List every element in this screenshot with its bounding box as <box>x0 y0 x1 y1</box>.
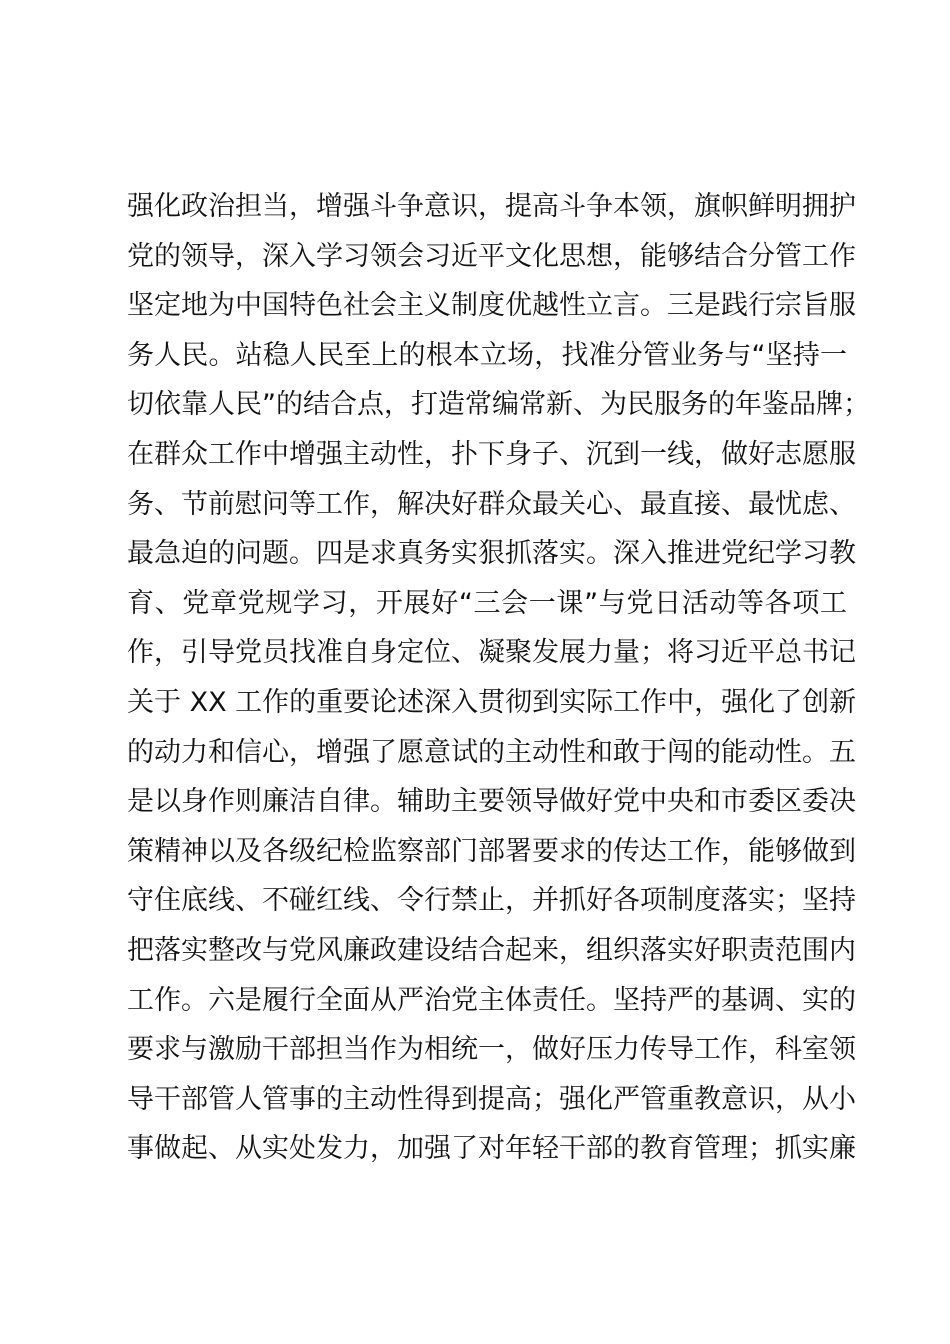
text-line: 党的领导，深入学习领会习近平文化思想，能够结合分管工作 <box>127 240 856 272</box>
text-line: 务、节前慰问等工作，解决好群众最关心、最直接、最忧虑、 <box>127 488 856 520</box>
body-text <box>127 182 870 1174</box>
text-line: 把落实整改与党风廉政建设结合起来，组织落实好职责范围内 <box>127 934 856 966</box>
text-line: 要求与激励干部担当作为相统一，做好压力传导工作，科室领 <box>127 1034 856 1066</box>
text-line: 事做起、从实处发力，加强了对年轻干部的教育管理；抓实廉 <box>127 1133 856 1165</box>
text-line: 坚定地为中国特色社会主义制度优越性立言。三是践行宗旨服 <box>127 290 856 322</box>
text-line: 导干部管人管事的主动性得到提高；强化严管重教意识，从小 <box>127 1083 856 1115</box>
text-line: 切依靠人民”的结合点，打造常编常新、为民服务的年鉴品牌； <box>127 389 870 421</box>
text-line: 策精神以及各级纪检监察部门部署要求的传达工作，能够做到 <box>127 835 856 867</box>
text-line: 务人民。站稳人民至上的根本立场，找准分管业务与“坚持一 <box>127 339 847 371</box>
text-line: 在群众工作中增强主动性，扑下身子、沉到一线，做好志愿服 <box>127 438 856 470</box>
text-line: 育、党章党规学习，开展好“三会一课”与党日活动等各项工 <box>127 587 847 619</box>
text-line: 的动力和信心，增强了愿意试的主动性和敢于闯的能动性。五 <box>127 736 856 768</box>
text-line: 工作。六是履行全面从严治党主体责任。坚持严的基调、实的 <box>127 984 856 1016</box>
text-line: 最急迫的问题。四是求真务实狠抓落实。深入推进党纪学习教 <box>127 538 856 570</box>
text-line: 强化政治担当，增强斗争意识，提高斗争本领，旗帜鲜明拥护 <box>127 191 856 222</box>
text-line: 关于 XX 工作的重要论述深入贯彻到实际工作中，强化了创新 <box>127 686 857 718</box>
text-line: 作，引导党员找准自身定位、凝聚发展力量；将习近平总书记 <box>127 637 856 669</box>
text-line: 是以身作则廉洁自律。辅助主要领导做好党中央和市委区委决 <box>127 786 856 818</box>
text-line: 守住底线、不碰红线、令行禁止，并抓好各项制度落实；坚持 <box>127 885 856 917</box>
